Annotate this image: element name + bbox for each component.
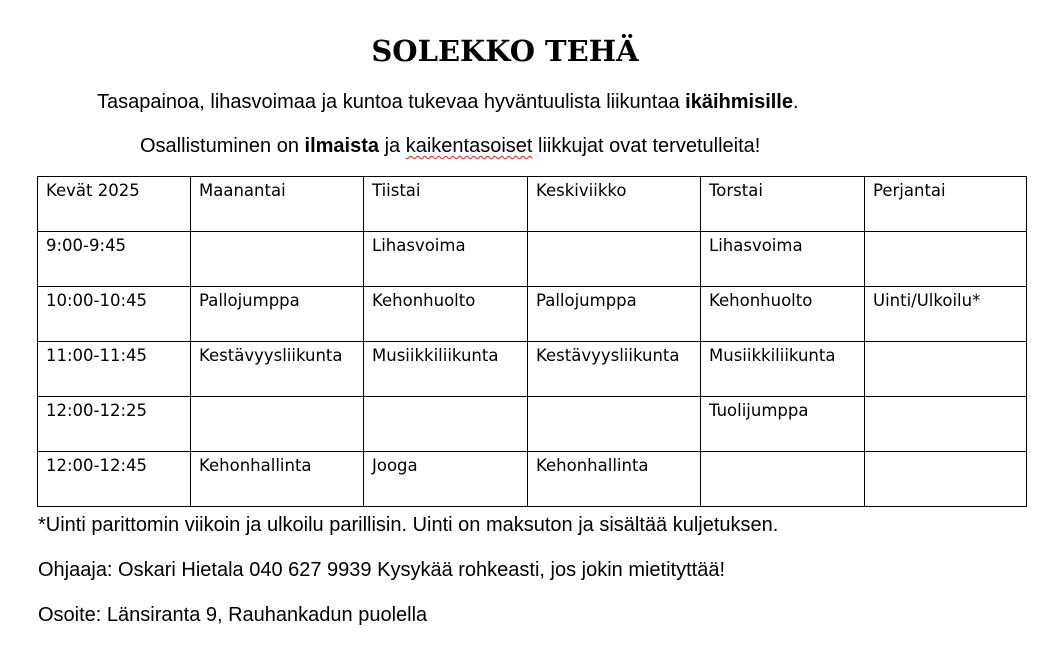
table-cell xyxy=(865,397,1027,452)
intro-line-2-end: liikkujat ovat tervetulleita! xyxy=(532,135,761,157)
table-cell: Kehonhuolto xyxy=(701,287,865,342)
table-cell xyxy=(865,452,1027,507)
table-cell: Kestävyysliikunta xyxy=(191,342,364,397)
table-cell xyxy=(865,232,1027,287)
table-row xyxy=(38,232,1027,287)
table-cell: Lihasvoima xyxy=(364,232,528,287)
table-cell: Lihasvoima xyxy=(701,232,865,287)
footnote-text: *Uinti parittomin viikoin ja ulkoilu parillisin. Uinti on maksuton ja sisältää kuljetuksen. xyxy=(38,514,779,536)
instructor-text: Ohjaaja: Oskari Hietala 040 627 9939 Kysykää rohkeasti, jos jokin mietityttää! xyxy=(38,559,726,581)
table-cell xyxy=(191,232,364,287)
table-cell: Tuolijumppa xyxy=(701,397,865,452)
table-cell: Musiikkiliikunta xyxy=(364,342,528,397)
table-row xyxy=(38,287,1027,342)
table-row xyxy=(38,342,1027,397)
table-header-cell: Keskiviikko xyxy=(528,177,701,232)
intro-line-2-mid: ja xyxy=(379,135,406,157)
table-header-row xyxy=(38,177,1027,232)
table-cell: Kehonhallinta xyxy=(528,452,701,507)
table-header-cell: Perjantai xyxy=(865,177,1027,232)
table-cell xyxy=(364,397,528,452)
table-cell xyxy=(701,452,865,507)
intro-line-1-text: Tasapainoa, lihasvoimaa ja kuntoa tukevaa hyväntuulista liikuntaa xyxy=(97,91,686,113)
table-header-cell: Maanantai xyxy=(191,177,364,232)
table-cell xyxy=(191,397,364,452)
intro-line-2-text: Osallistuminen on xyxy=(140,135,305,157)
table-cell: Pallojumppa xyxy=(191,287,364,342)
table-cell: Uinti/Ulkoilu* xyxy=(865,287,1027,342)
schedule-table xyxy=(37,176,1027,507)
intro-line-1-end: . xyxy=(793,91,799,113)
table-cell: Musiikkiliikunta xyxy=(701,342,865,397)
intro-line-2 xyxy=(140,133,760,159)
intro-line-2-underlined: kaikentasoiset xyxy=(405,135,533,157)
table-cell xyxy=(528,397,701,452)
table-header-cell: Kevät 2025 xyxy=(38,177,191,232)
intro-line-1-bold: ikäihmisille xyxy=(685,91,793,113)
table-cell: Kehonhuolto xyxy=(364,287,528,342)
page-title: SOLEKKO TEHÄ xyxy=(371,34,639,68)
table-cell xyxy=(865,342,1027,397)
table-time-cell: 11:00-11:45 xyxy=(38,342,191,397)
table-header-cell: Torstai xyxy=(701,177,865,232)
table-row xyxy=(38,397,1027,452)
table-cell: Kehonhallinta xyxy=(191,452,364,507)
table-cell: Kestävyysliikunta xyxy=(528,342,701,397)
address-text: Osoite: Länsiranta 9, Rauhankadun puolella xyxy=(38,604,428,626)
table-row xyxy=(38,452,1027,507)
table-cell: Jooga xyxy=(364,452,528,507)
table-header-cell: Tiistai xyxy=(364,177,528,232)
table-cell xyxy=(528,232,701,287)
intro-line-2-bold: ilmaista xyxy=(304,135,380,157)
table-cell: Pallojumppa xyxy=(528,287,701,342)
table-time-cell: 12:00-12:25 xyxy=(38,397,191,452)
intro-line-1 xyxy=(97,89,799,115)
table-time-cell: 9:00-9:45 xyxy=(38,232,191,287)
table-time-cell: 10:00-10:45 xyxy=(38,287,191,342)
table-time-cell: 12:00-12:45 xyxy=(38,452,191,507)
